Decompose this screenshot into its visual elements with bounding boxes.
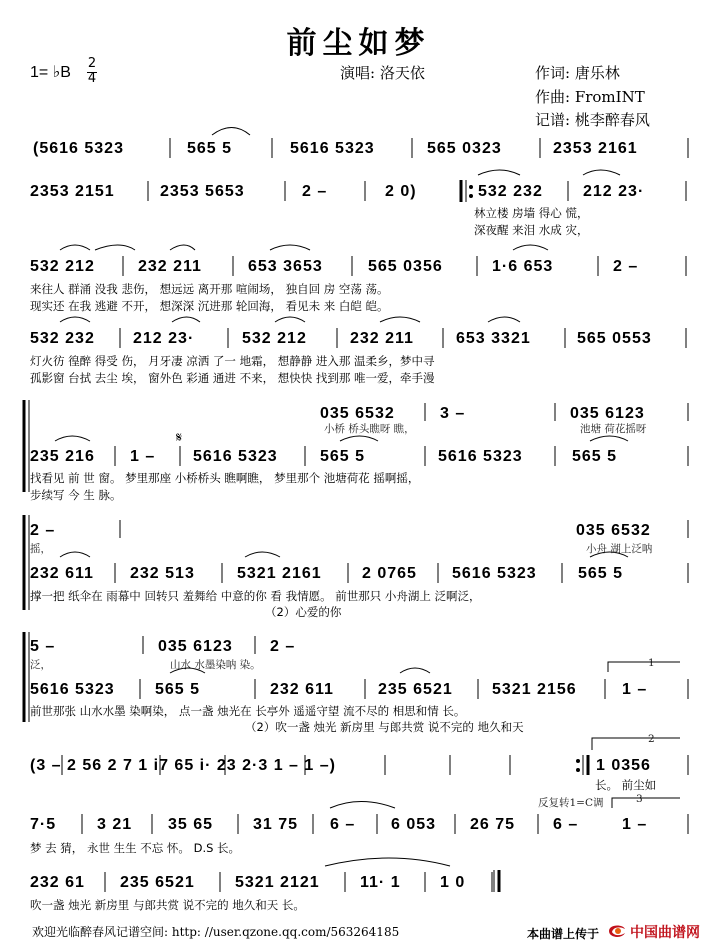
harmony-lyric-line: 泛， bbox=[30, 659, 51, 671]
lyric-line: 吹一盏 烛光 新房里 与郎共赏 说不完的 地久和天 长。 bbox=[30, 898, 305, 912]
harmony-lyric-line: 山水 水墨染呐 染。 bbox=[170, 659, 261, 671]
notation-measure: 2353 2161 bbox=[553, 140, 638, 157]
footer-text: 欢迎光临醉春风记谱空间: http: //user.qzone.qq.com/563264185 bbox=[32, 925, 400, 939]
notation-measure: 2353 5653 bbox=[160, 183, 245, 200]
notation-measure: 2 0) bbox=[385, 183, 417, 200]
notation-measure: 26 75 bbox=[470, 816, 516, 833]
lyric-line: 林立楼 房墙 得心 慌， bbox=[474, 206, 589, 220]
notation-measure: 5616 5323 bbox=[290, 140, 375, 157]
lyricist: 作词: 唐乐林 bbox=[535, 64, 620, 82]
notation-measure: 5616 5323 bbox=[452, 565, 537, 582]
segno-sign: 𝄋 bbox=[176, 430, 183, 446]
notation-measure: 653 3653 bbox=[248, 258, 323, 275]
notation-measure: 532 212 bbox=[242, 330, 307, 347]
notation-measure: 232 611 bbox=[270, 681, 334, 698]
notation-measure: 1 – bbox=[622, 816, 648, 833]
harmony-lyric-line: 小桥 桥头瞧呀 瞧， bbox=[324, 423, 415, 435]
lyric-line: 孤影窗 台拭 去尘 埃， 窗外色 彩通 通进 不来， 想快快 找到那 唯一爱，牵手漫 bbox=[30, 371, 435, 385]
lyric-line: 长。 前尘如 bbox=[595, 778, 657, 792]
notation-measure: 3 21 bbox=[97, 816, 133, 833]
notation-measure: (5616 5323 bbox=[33, 140, 124, 157]
notation-measure: 035 6123 bbox=[570, 405, 645, 422]
notation-measure: 232 211 bbox=[138, 258, 202, 275]
notation-measure: 235 6521 bbox=[378, 681, 453, 698]
lyric-line: （2）吹一盏 烛光 新房里 与郎共赏 说不完的 地久和天 bbox=[245, 720, 524, 734]
notation-measure: 11· 1 bbox=[360, 874, 401, 891]
notation-measure: 31 75 bbox=[253, 816, 299, 833]
notation-measure: 2 – bbox=[270, 638, 296, 655]
lyric-line: 灯火彷 徨醉 得受 伤， 月牙凄 凉洒 了一 地霜， 想静静 进入那 温柔乡，梦中寻 bbox=[30, 354, 435, 368]
notation-measure: 6 – bbox=[330, 816, 356, 833]
notation-measure: 2353 2151 bbox=[30, 183, 115, 200]
notation-measure: 235 6521 bbox=[120, 874, 195, 891]
lyric-line: 步续写 今 生 脉。 bbox=[30, 488, 122, 502]
notation-measure: 565 5 bbox=[155, 681, 201, 698]
lyric-line: 找看见 前 世 窗。 梦里那座 小桥桥头 瞧啊瞧， 梦里那个 池塘荷花 摇啊摇， bbox=[30, 471, 420, 485]
repeat-note: 反复转1=C调 bbox=[538, 797, 604, 809]
notation-measure: 212 23· bbox=[583, 183, 645, 200]
transcriber: 记谱: 桃李醉春风 bbox=[535, 111, 650, 129]
notation-measure: 232 61 bbox=[30, 874, 85, 891]
notation-measure: 565 5 bbox=[578, 565, 624, 582]
notation-measure: 565 5 bbox=[320, 448, 366, 465]
ending-3-label: 3 bbox=[636, 793, 643, 805]
notation-measure: 5321 2121 bbox=[235, 874, 320, 891]
notation-measure: 653 3321 bbox=[456, 330, 531, 347]
notation-measure: 7·5 bbox=[30, 816, 57, 833]
notation-measure: 235 216 bbox=[30, 448, 95, 465]
composer: 作曲: FromINT bbox=[535, 88, 645, 106]
notation-measure: 3 – bbox=[440, 405, 466, 422]
notation-measure: 5616 5323 bbox=[30, 681, 115, 698]
notation-measure: 565 0553 bbox=[577, 330, 652, 347]
notation-measure: 1 – bbox=[622, 681, 648, 698]
notation-measure: 2 – bbox=[302, 183, 328, 200]
notation-measure: 532 232 bbox=[478, 183, 543, 200]
notation-measure: 35 65 bbox=[168, 816, 214, 833]
lyric-line: 前世那张 山水水墨 染啊染， 点一盏 烛光在 长亭外 遥遥守望 流不尽的 相思和情 长。 bbox=[30, 704, 466, 718]
ending-2-label: 2 bbox=[648, 733, 655, 745]
notation-measure: 212 23· bbox=[133, 330, 195, 347]
singer: 演唱: 洛天依 bbox=[340, 64, 425, 82]
notation-measure: 035 6532 bbox=[576, 522, 651, 539]
notation-measure: 1·6 653 bbox=[492, 258, 554, 275]
song-title: 前尘如梦 bbox=[286, 26, 431, 61]
harmony-lyric-line: 小舟 湖上泛呐 bbox=[586, 543, 653, 555]
time-signature-bottom: 4 bbox=[87, 71, 97, 86]
notation-measure: 035 6123 bbox=[158, 638, 233, 655]
notation-measure: (3 – 2 56 2 7 1 i7 65 i· 23 2·3 1 – 1 –) bbox=[30, 757, 336, 774]
lyric-line: 来往人 群涌 没我 悲伤， 想远远 离开那 喧闹场， 独自回 房 空荡 荡。 bbox=[30, 282, 389, 296]
notation-measure: 1 – bbox=[130, 448, 156, 465]
notation-measure: 5616 5323 bbox=[438, 448, 523, 465]
notation-measure: 565 0323 bbox=[427, 140, 502, 157]
site-logo-icon bbox=[606, 921, 628, 941]
lyric-line: 现实还 在我 逃避 不开， 想深深 沉进那 轮回海， 看见未 来 白皑 皑。 bbox=[30, 299, 389, 313]
ending-1-label: 1 bbox=[648, 657, 655, 669]
notation-measure: 5616 5323 bbox=[193, 448, 278, 465]
notation-measure: 565 5 bbox=[572, 448, 618, 465]
notation-measure: 565 0356 bbox=[368, 258, 443, 275]
notation-measure: 2 – bbox=[30, 522, 56, 539]
lyric-line: （2）心爱的你 bbox=[265, 605, 342, 619]
notation-measure: 5 – bbox=[30, 638, 56, 655]
time-signature-top: 2 bbox=[87, 56, 97, 71]
notation-measure: 5321 2161 bbox=[237, 565, 322, 582]
lyric-line: 梦 去 猜， 永世 生生 不忘 怀。 D.S 长。 bbox=[30, 841, 241, 855]
site-name: 中国曲谱网 bbox=[630, 925, 700, 941]
notation-measure: 1 0356 bbox=[596, 757, 651, 774]
notation-measure: 6 053 bbox=[391, 816, 437, 833]
notation-measure: 2 – bbox=[613, 258, 639, 275]
notation-measure: 1 0 bbox=[440, 874, 466, 891]
notation-measure: 2 0765 bbox=[362, 565, 417, 582]
notation-measure: 232 211 bbox=[350, 330, 414, 347]
key-signature: 1= ♭B bbox=[30, 64, 71, 81]
notation-measure: 5321 2156 bbox=[492, 681, 577, 698]
notation-measure: 6 – bbox=[553, 816, 579, 833]
harmony-lyric-line: 摇， bbox=[30, 543, 51, 555]
notation-measure: 565 5 bbox=[187, 140, 233, 157]
notation-measure: 532 232 bbox=[30, 330, 95, 347]
notation-measure: 232 611 bbox=[30, 565, 94, 582]
lyric-line: 撑一把 纸伞在 雨幕中 回转只 羞舞给 中意的你 看 我情愿。 前世那只 小舟湖上 泛啊泛， bbox=[30, 589, 481, 603]
upload-text: 本曲谱上传于 bbox=[527, 927, 600, 941]
lyric-line: 深夜醒 来泪 水成 灾， bbox=[474, 223, 589, 237]
harmony-lyric-line: 池塘 荷花摇呀 bbox=[580, 423, 647, 435]
notation-measure: 035 6532 bbox=[320, 405, 395, 422]
notation-measure: 532 212 bbox=[30, 258, 95, 275]
notation-measure: 232 513 bbox=[130, 565, 195, 582]
